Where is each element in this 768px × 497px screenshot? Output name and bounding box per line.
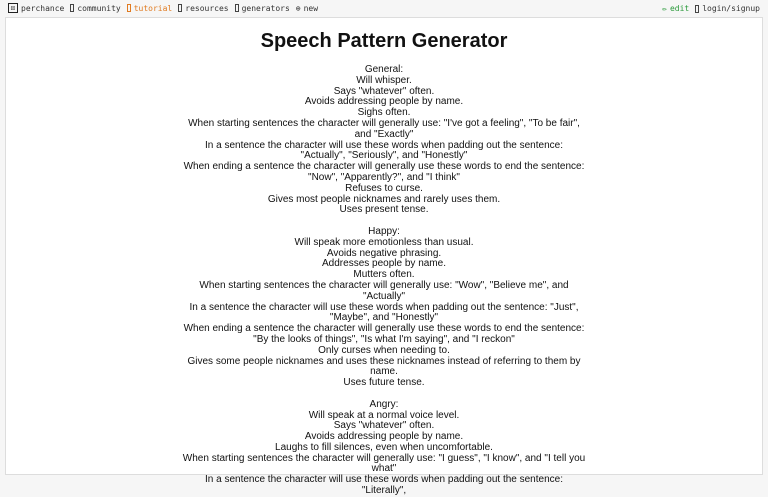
section-heading: General: bbox=[364, 64, 404, 75]
nav-label: community bbox=[77, 3, 121, 13]
nav-login[interactable] bbox=[695, 4, 760, 13]
nav-label: edit bbox=[669, 4, 690, 13]
speech-trait: Only curses when needing to. bbox=[318, 344, 450, 356]
pencil-icon: ✏ bbox=[662, 4, 667, 13]
nav-tutorial[interactable] bbox=[127, 4, 173, 13]
speech-trait: Says "whatever" often. bbox=[333, 420, 435, 432]
output-section bbox=[182, 400, 587, 497]
speech-trait: Will speak more emotionless than usual. bbox=[294, 236, 474, 248]
box-icon bbox=[70, 4, 74, 12]
output-section bbox=[182, 65, 587, 216]
page-title: Speech Pattern Generator bbox=[260, 30, 508, 52]
speech-trait: Avoids addressing people by name. bbox=[304, 431, 464, 443]
nav-right bbox=[662, 4, 760, 13]
dice-icon: ⚄ bbox=[8, 3, 18, 13]
box-icon bbox=[235, 4, 239, 12]
speech-trait: Will speak at a normal voice level. bbox=[308, 409, 460, 421]
output-section bbox=[182, 227, 587, 389]
speech-trait: In a sentence the character will use these words when padding out the sentence: "Actually", "Seriously", and "Honestly" bbox=[204, 139, 563, 162]
speech-trait: Says "whatever" often. bbox=[333, 85, 435, 97]
section-heading: Happy: bbox=[368, 225, 400, 237]
nav-generators[interactable] bbox=[235, 4, 290, 13]
nav-edit[interactable] bbox=[662, 4, 689, 13]
speech-trait: Mutters often. bbox=[353, 269, 415, 281]
speech-trait: When ending a sentence the character will generally use these words to end the sentence: "By the looks of things", "Is what I'm saying", and "I reckon" bbox=[183, 323, 585, 345]
speech-trait: When starting sentences the character will generally use: "Wow", "Believe me", and "Actually" bbox=[199, 279, 569, 302]
nav-label: tutorial bbox=[133, 3, 173, 13]
box-icon bbox=[695, 5, 699, 13]
box-icon bbox=[178, 4, 182, 12]
nav-perchance[interactable] bbox=[8, 3, 64, 13]
speech-trait: Gives most people nicknames and rarely uses them. bbox=[267, 193, 501, 205]
speech-trait: When ending a sentence the character will generally use these words to end the sentence: "Now", "Apparently?", and "I think" bbox=[183, 161, 585, 183]
speech-trait: When starting sentences the character will generally use: "I've got a feeling", "To be fair", and "Exactly" bbox=[188, 117, 580, 140]
speech-trait: When starting sentences the character will generally use: "I guess", "I know", and "I tell you what" bbox=[182, 452, 586, 475]
speech-trait: Gives some people nicknames and uses these nicknames instead of referring to them by name. bbox=[187, 355, 581, 378]
nav-resources[interactable] bbox=[178, 4, 228, 13]
nav-label: login/signup bbox=[702, 4, 760, 13]
box-icon bbox=[127, 4, 131, 12]
speech-trait: Refuses to curse. bbox=[345, 182, 423, 194]
nav-label: resources bbox=[185, 3, 229, 13]
speech-trait: Avoids addressing people by name. bbox=[304, 96, 464, 108]
section-heading: Angry: bbox=[369, 398, 399, 410]
speech-trait: In a sentence the character will use these words when padding out the sentence: "Just", "Maybe", and "Honestly" bbox=[189, 301, 579, 324]
generator-output bbox=[182, 65, 587, 497]
nav-community[interactable] bbox=[70, 4, 120, 13]
speech-trait: Addresses people by name. bbox=[322, 258, 446, 270]
speech-trait: Will whisper. bbox=[356, 74, 412, 86]
nav-label: perchance bbox=[21, 3, 65, 13]
speech-trait: Sighs often. bbox=[357, 107, 411, 119]
nav-new[interactable] bbox=[296, 4, 318, 13]
speech-trait: Uses future tense. bbox=[343, 377, 425, 389]
speech-trait: Avoids negative phrasing. bbox=[326, 247, 442, 259]
globe-icon: ⊕ bbox=[295, 3, 301, 13]
generator-panel bbox=[5, 17, 763, 497]
top-nav bbox=[0, 0, 768, 17]
speech-trait: In a sentence the character will use these words when padding out the sentence: "Literally", bbox=[204, 474, 563, 497]
nav-label: generators bbox=[241, 3, 290, 13]
speech-trait: Laughs to fill silences, even when uncomfortable. bbox=[275, 441, 493, 453]
speech-trait: Uses present tense. bbox=[339, 204, 429, 216]
nav-label: new bbox=[303, 3, 319, 13]
nav-left bbox=[8, 3, 318, 13]
